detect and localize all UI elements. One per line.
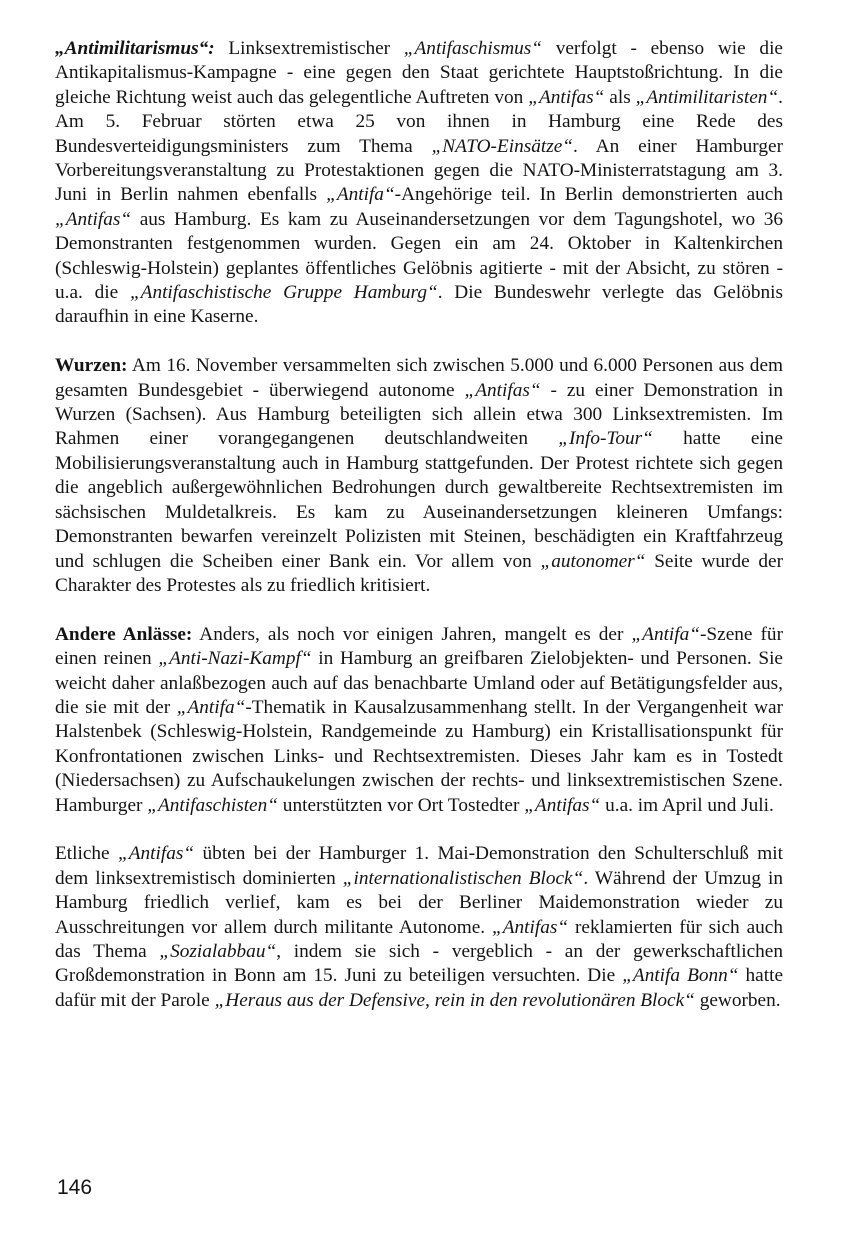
emphasis-text: „Antifa“ [631, 623, 701, 645]
body-text: als [604, 86, 636, 108]
emphasis-text: „Antifas“ [118, 843, 195, 865]
body-text: -Thematik in Kausalzusammenhang stellt. In der Vergangenheit war Halstenbek (Schleswig-Holstein, Randgemeinde zu Hamburg) ein Kristallisationspunkt für Konfrontationen zwischen Links- und Rechtsextremisten. Dieses Jahr kam es in Tostedt (Niedersachsen) zu Aufschaukelungen zwischen der rechts- und linksextremistischen Szene. Hamburger [55, 696, 784, 816]
emphasis-text: „internationalistischen Block“ [342, 867, 584, 889]
body-text: übten bei der Hamburger 1. Mai-Demonstration den Schulterschluß mit dem linksextremistisch dominierten [55, 843, 783, 889]
body-text: unterstützten vor Ort Tostedter [277, 794, 525, 816]
body-text: Anders, als noch vor einigen Jahren, mangelt es der [192, 623, 632, 645]
paragraph-andere-anlaesse [55, 623, 783, 818]
emphasis-text: „Antifaschismus“ [403, 38, 543, 59]
emphasis-text: „autonomer“ [540, 550, 646, 572]
body-text: in Hamburg an greifbaren Zielobjekten- und Personen. Sie weicht daher anlaßbezogen auch auf das benachbarte Umland oder auf Betätigungsfelder aus, die sie mit der [55, 648, 783, 718]
body-text: Am 16. November versammelten sich zwischen 5.000 und 6.000 Personen aus dem gesamten Bundesgebiet - überwiegend autonome [55, 355, 783, 401]
emphasis-text: „Antimilitaristen“ [635, 86, 779, 108]
emphasis-text: „Antifaschistische Gruppe Hamburg“ [129, 282, 438, 304]
paragraph-antimilitarismus [55, 37, 783, 330]
body-text: -Angehörige teil. In Berlin demonstrierten auch [394, 184, 783, 206]
body-text: . Die Bundeswehr verlegte das Gelöbnis daraufhin in eine Kaserne. [55, 282, 783, 328]
emphasis-text: „Antifa“ [326, 184, 395, 206]
page-number: 146 [57, 1176, 93, 1199]
body-text: . Während der Umzug in Hamburg friedlich verlief, kam es bei der Berliner Maidemonstration wieder zu Ausschreitungen vor allem durch militante Autonome. [55, 867, 783, 938]
emphasis-text: „Antifas“ [492, 916, 569, 938]
body-text: , indem sie sich - vergeblich - an der gewerkschaftlichen Großdemonstration in Bonn am 15. Juni zu beteiligen versuchten. Die [55, 940, 783, 987]
body-text: . Am 5. Februar störten etwa 25 von ihnen in Hamburg eine Rede des Bundesverteidigungsministers zum Thema [55, 86, 783, 157]
body-text: -Szene für einen reinen [55, 623, 783, 670]
emphasis-text: „Antifas“ [528, 86, 605, 108]
emphasis-text: „Antifa Bonn“ [622, 965, 739, 987]
body-text: Seite wurde der Charakter des Protestes als zu friedlich kritisiert. [55, 550, 784, 596]
paragraph-lead: Andere Anlässe: [55, 623, 193, 645]
emphasis-text: „Antifas“ [55, 208, 132, 230]
paragraph-wurzen [55, 354, 783, 598]
body-text: hatte eine Mobilisierungsveranstaltung auch in Hamburg stattgefunden. Der Protest richtete sich gegen die angeblich außergewöhnlichen Bedrohungen durch gewaltbereite Rechtsextremisten im sächsischen Muldetalkreis. Es kam zu Auseinandersetzungen kleineren Umfangs: Demonstranten bewarfen vereinzelt Polizisten mit Steinen, beschädigten ein Kraftfahrzeug und schlugen die Scheiben einer Bank ein. Vor allem von [55, 428, 783, 572]
body-text: - zu einer Demonstration in Wurzen (Sachsen). Aus Hamburg beteiligten sich allein etwa 300 Linksextremisten. Im Rahmen einer vorangegangenen deutschlandweiten [55, 379, 783, 450]
emphasis-text: „Info-Tour“ [558, 428, 653, 450]
body-text: geworben. [694, 989, 781, 1011]
body-text: Linksextremistischer [214, 38, 404, 59]
body-text: Etliche [55, 843, 119, 865]
page-body [55, 37, 783, 1038]
body-text: hatte dafür mit der Parole [55, 965, 783, 1011]
body-text: . An einer Hamburger Vorbereitungsveranstaltung zu Protestaktionen gegen die NATO-Ministerratstagung am 3. Juni in Berlin nahmen ebenfalls [55, 135, 783, 206]
emphasis-text: „Anti-Nazi-Kampf“ [158, 648, 312, 670]
paragraph-lead: Wurzen: [55, 355, 128, 377]
paragraph-etliche-antifas [55, 842, 783, 1013]
body-text: verfolgt - ebenso wie die Antikapitalismus-Kampagne - eine gegen den Staat gerichtete Hauptstoßrichtung. In die gleiche Richtung weist auch das gelegentliche Auftreten von [55, 38, 783, 108]
body-text: reklamierten für sich auch das Thema [55, 916, 783, 962]
body-text: u.a. im April und Juli. [600, 794, 774, 816]
emphasis-text: „NATO-Einsätze“ [431, 135, 573, 157]
emphasis-text: „Sozialabbau“ [159, 940, 277, 962]
emphasis-text: „Antifaschisten“ [147, 794, 278, 816]
emphasis-text: „Antifas“ [464, 379, 541, 401]
emphasis-text: „Heraus aus der Defensive, rein in den revolutionären Block“ [214, 989, 695, 1011]
emphasis-text: „Antifas“ [524, 794, 601, 816]
paragraph-lead: „Antimilitarismus“: [55, 38, 215, 59]
emphasis-text: „Antifa“ [176, 696, 246, 718]
body-text: aus Hamburg. Es kam zu Auseinandersetzungen vor dem Tagungshotel, wo 36 Demonstranten festgenommen wurden. Gegen ein am 24. Oktober in Kaltenkirchen (Schleswig-Holstein) geplantes öffentliches Gelöbnis agitierte - mit der Absicht, zu stören - u.a. die [55, 208, 783, 304]
